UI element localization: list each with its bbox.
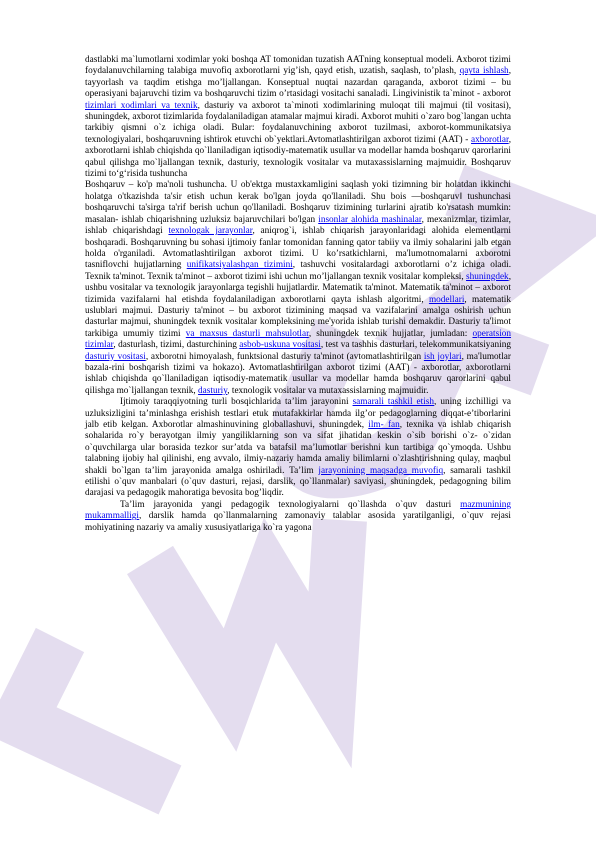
watermark-letter-w [150, 520, 340, 690]
paragraph [85, 397, 511, 500]
text-run: , shuningdek texnik hujjatlar, jumladan: [308, 328, 473, 339]
hyperlink[interactable]: modellari [428, 294, 465, 305]
hyperlink[interactable]: dasturiy [198, 385, 228, 396]
hyperlink[interactable]: dasturiy vositasi [85, 351, 146, 362]
text-run: , dasturiy va axborot ta`minoti xodimlarining muloqat tili majmui (til vositasi), shuningdek, axborot tizimlarida foydalaniladigan atamalar majmui kiradi. Axborot muhiti o`zaro bog`langan uchta tarkibiy qismni o`z ichiga oladi. Bular: foydalanuvchining axborot tuzilmasi, axborot-kommunikatsiya texnologiyalari, boshqaruvning ishtirok etuvchi ob`yektlari.Avtomatlashtirilgan axborot tizimi (AAT) - [85, 100, 512, 145]
hyperlink[interactable]: qayta ishlash [459, 66, 509, 77]
text-run: , texnologik vositalar va mutaxassislarning majmuidir. [227, 385, 429, 396]
text-run: , ma'lumotlar bazala-rini boshqarish tizimi va hokazo). Avtomatlashtirilgan axborot tizimi (AAT) - axborotlar, axborotlarni ishlab chiqishda qo`llaniladigan iqtisodiy-matematik usullar va modellar hamda boshqaruv qarorlarini qabul qilishga mo`ljallangan texnik, [85, 351, 511, 396]
text-run: Ta’lim jarayonida yangi pedagogik texnologiyalarni qo`llashda o`quv dasturi [120, 499, 461, 510]
text-run: , test va tashhis dasturlari, telekommunikatsiyaning [320, 340, 511, 351]
hyperlink[interactable]: shuningdek [466, 271, 509, 282]
hyperlink[interactable]: ish joylari [423, 351, 462, 362]
hyperlink[interactable]: asbob-uskuna vositasi [239, 340, 321, 351]
text-run: Boshqaruv – ko'p ma'noli tushuncha. U ob'ektga mustaxkamligini saqlash yoki tizimning bir holatdan ikkinchi holatga o'tkazishda ta'sir etish uchun kerak bo'lgan joyda qo'llaniladi. Shu bois —boshqaruv‖ tushunchasi boshqaruvchi ta'sirga ta'rif berish uchun qo'llaniladi. Boshqaruv tizimining turlarini ajratib ko'rsatash mumkin: masalan- ishlab chiqarishning uzluksiz bajaruvchilari bo'lgan [85, 180, 511, 225]
text-run: dastlabki ma`lumotlarni xodimlar yoki boshqa AT tomonidan tuzatish AATning konseptual modeli. Axborot tizimi foydalanuvchilarning talabiga muvofiq axborotlarni yig’ish, qayd etish, uzatish, saqlash, to’plash, [85, 55, 511, 77]
document-body [85, 55, 511, 534]
hyperlink[interactable]: texnologak jarayonlar [168, 226, 253, 237]
text-run: , samarali tashkil etilishi o`quv manbalari (o`quv dasturi, rejasi, darslik, qo`llanmalar) saviyasi, shuningdek, pedagogning bilim darajasi va pedagogik mahoratiga bevosita bog’liqdir. [85, 465, 512, 499]
hyperlink[interactable]: insonlar alohida mashinalar [318, 214, 422, 225]
text-run: Ijtimoiy taraqqiyotning turli bosqichlarida ta’lim jarayonini [120, 397, 353, 408]
watermark-letter-l [20, 640, 170, 790]
text-run: , texnika va ishlab chiqarish sohalarida ro`y berayotgan ilmiy yangiliklarning son va sifat jihatidan keskin o`sib borishi o`z- o`zidan o`quvchilarga ular borasida tezkor sur’atda va batafsil ma’lumotlar berishni kun tartibiga qo`ymoqda. Ushbu talabning ijobiy hal qilinishi, eng avvalo, ilmiy-nazariy hamda amaliy bilimlarni o`zlashtirishning qulay, maqbul shakli bo`lgan ta’lim jarayonida amalga oshiriladi. Ta’lim [85, 420, 512, 476]
hyperlink[interactable]: ilm- fan [368, 420, 400, 430]
hyperlink[interactable]: unifikatsiyalashgan tizimini [186, 260, 293, 271]
paragraph [85, 180, 511, 397]
text-run: , tayyorlash va taqdim etishga mo’ljallangan. Konseptual nuqtai nazardan qaraganda, axborot tizimi – bu operasiyani bajaruvchi tizim va boshqaruvchi tizim o’rtasidagi vositachi sanaladi. Lingivinistik ta`minot - axborot [85, 66, 511, 100]
text-run: , matematik uslublari majmui. Dasturiy ta'minot – bu axborot tizimining maqsad va vazifalarini amalga oshirish uchun dasturlar majmui, shuningdek texnik vositalar kompleksining me'yorida ishlab turishi demakdir. Dasturiy ta'limot tarkibiga umumiy tizimi [85, 294, 511, 339]
text-run: , mexanizmlar, tizimlar, ishlab chiqarishdagi [85, 214, 511, 237]
hyperlink[interactable]: samarali tashkil etish [352, 397, 435, 408]
hyperlink[interactable]: mazmunining mukammalligi [85, 499, 511, 522]
hyperlink[interactable]: tizimlari xodimlari va texnik [85, 100, 198, 111]
hyperlink[interactable]: jarayonining maqsadga muvofiq [318, 465, 444, 476]
paragraph [85, 55, 511, 180]
hyperlink[interactable]: axborotlar [471, 134, 509, 145]
text-run: , darslik hamda qo`llanmalarning zamonaviy talablar asosida yaratilganligi, o`quv rejasi mohiyatining nazariy va amaliy xususiyatlariga ko`ra yagona [85, 511, 511, 533]
hyperlink[interactable]: va maxsus dasturli mahsulotlar [185, 328, 309, 339]
text-run: , uning izchilligi va uzluksizligini ta’minlashga erishish testlari etuk mutafakkirlar hamda ilg’or pedagoglarning diqqat-e’tiborlarini jalb etib kelgan. Axborotlar almashinuvining globallashuvi, shuningdek, [85, 397, 512, 430]
text-run: , ushbu vositalar va texnologik jarayonlarga tegishli hujjatlardir. Matematik ta'minot. Matematik ta'minot – axborot tizimida vazifalarni hal etishda foydalaniladigan axborotlarni qayta ishlash algoritmi, [85, 271, 511, 305]
text-run: , dasturlash, tizimi, dasturchining [113, 340, 240, 351]
paragraph [85, 500, 511, 534]
text-run: , aniqrog`i, ishlab chiqarish jarayonlaridagi alohida elementlarni boshqaradi. Boshqaruvning bu sohasi ijtimoiy fanlar tomonidan fanning qator tabiiy va ilmiy sohalarini jalb etgan holda o'rganiladi. Avtomatlashtirilgan axborot tizimi. U ko’rsatkichlarni, ma'lumotnomalarni axborotni tasniflovchi hujjatlarning [85, 226, 511, 271]
hyperlink[interactable]: operatsion tizimlar [85, 328, 512, 351]
text-run: , axborotni himoyalash, funktsional dasturiy ta'minot (avtomatlashtirilgan [145, 351, 424, 362]
text-run: , axborotlarni ishlab chiqishda qo`llaniladigan iqtisodiy-matematik usullar va modellar hamda boshqaruv qarorlarini qabul qilishga mo`ljallangan texnik, dasturiy, texnologik vositalar va mutaxassislarning majmuidir. Boshqaruv tizimi to‘g‘risida tushuncha [85, 134, 511, 180]
text-run: , tashuvchi vositalardagi axborotlarni o’z ichiga oladi. Texnik ta'minot. Texnik ta'minot – axborot tizimi ishi uchun mo’ljallangan texnik vositalar kompleksi, [85, 260, 512, 282]
